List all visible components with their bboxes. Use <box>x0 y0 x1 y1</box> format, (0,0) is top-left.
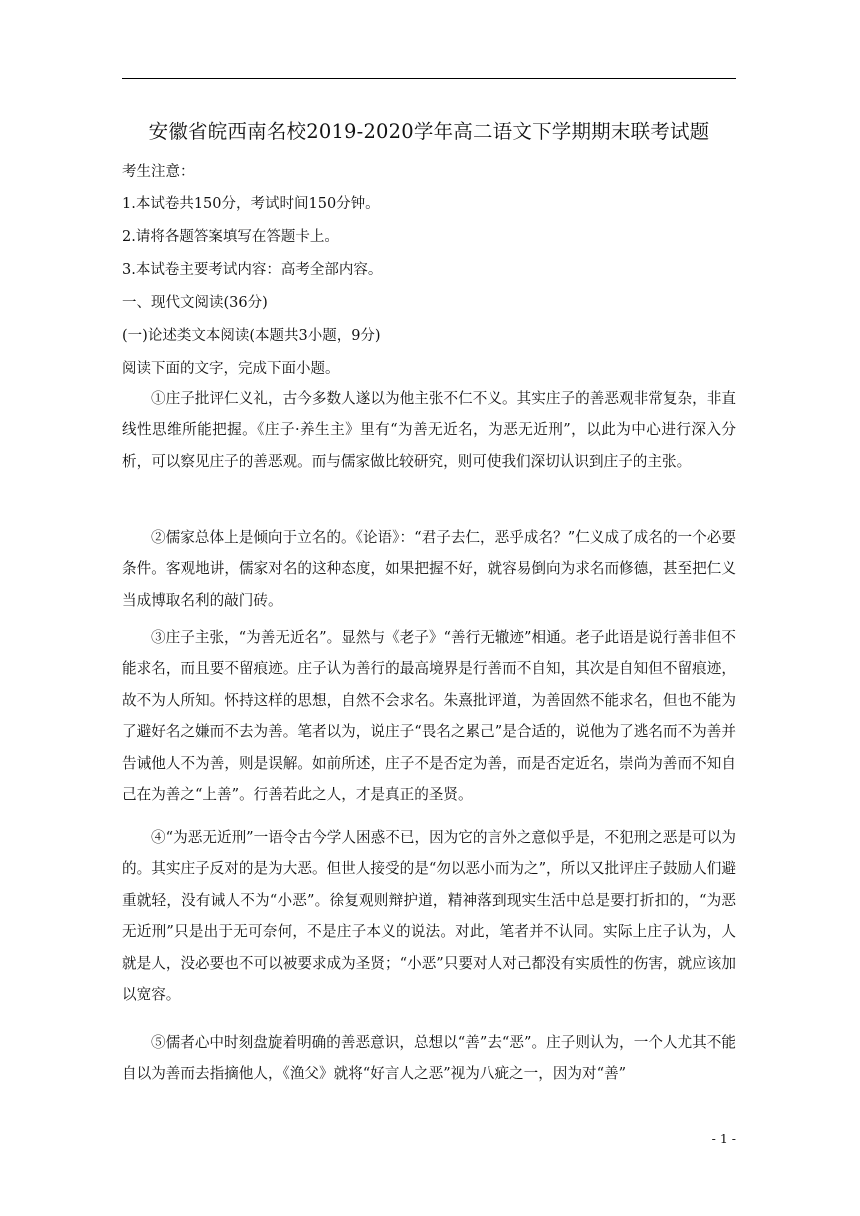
passage-paragraph-5: ⑤儒者心中时刻盘旋着明确的善恶意识，总想以“善”去“恶”。庄子则认为，一个人尤其不能自以为善而去指摘他人，《渔父》就将“好言人之恶”视为八疵之一，因为对“善” <box>122 1034 736 1083</box>
passage-paragraph-4: ④“为恶无近刑”一语令古今学人困惑不已，因为它的言外之意似乎是，不犯刑之恶是可以为的。其实庄子反对的是为大恶。但世人接受的是“勿以恶小而为之”，所以又批评庄子鼓励人们避重就轻，没有诫人不为“小恶”。徐复观则辩护道，精神落到现实生活中总是要打折扣的，“为恶无近刑”只是出于无可奈何，不是庄子本义的说法。对此，笔者并不认同。实际上庄子认为，人就是人，没必要也不可以被要求成为圣贤；“小恶”只要对人对己都没有实质性的伤害，就应该加以宽容。 <box>122 829 736 1004</box>
section-title: 一、现代文阅读(36分) <box>122 295 268 311</box>
reading-instruction: 阅读下面的文字，完成下面小题。 <box>122 361 340 377</box>
notice-item-1: 1.本试卷共150分，考试时间150分钟。 <box>122 196 380 212</box>
notice-heading: 考生注意： <box>122 164 195 180</box>
passage-paragraph-3: ③庄子主张，“为善无近名”。显然与《老子》“善行无辙迹”相通。老子此语是说行善非但不能求名，而且要不留痕迹。庄子认为善行的最高境界是行善而不自知，其次是自知但不留痕迹，故不为人所知。怀持这样的思想，自然不会求名。朱熹批评道，为善固然不能求名，但也不能为了避好名之嫌而不去为善。笔者以为，说庄子“畏名之累己”是合适的，说他为了逃名而不为善并告诫他人不为善，则是误解。如前所述，庄子不是否定为善，而是否定近名，崇尚为善而不知自己在为善之“上善”。行善若此之人，才是真正的圣贤。 <box>122 629 736 804</box>
passage-paragraph-2: ②儒家总体上是倾向于立名的。《论语》：“君子去仁，恶乎成名？”仁义成了成名的一个必要条件。客观地讲，儒家对名的这种态度，如果把握不好，就容易倒向为求名而修德，甚至把仁义当成博取名利的敲门砖。 <box>122 529 736 609</box>
notice-item-2: 2.请将各题答案填写在答题卡上。 <box>122 229 339 245</box>
passage-paragraph-1: ①庄子批评仁义礼，古今多数人遂以为他主张不仁不义。其实庄子的善恶观非常复杂，非直线性思维所能把握。《庄子·养生主》里有“为善无近名，为恶无近刑”，以此为中心进行深入分析，可以察见庄子的善恶观。而与儒家做比较研究，则可使我们深切认识到庄子的主张。 <box>122 390 736 470</box>
section-subtitle: (一)论述类文本阅读(本题共3小题，9分) <box>122 328 381 344</box>
notice-item-3: 3.本试卷主要考试内容：高考全部内容。 <box>122 262 383 278</box>
header-rule <box>122 78 736 79</box>
exam-title: 安徽省皖西南名校2019-2020学年高二语文下学期期末联考试题 <box>148 120 710 143</box>
page-number: - 1 - <box>711 1131 736 1146</box>
